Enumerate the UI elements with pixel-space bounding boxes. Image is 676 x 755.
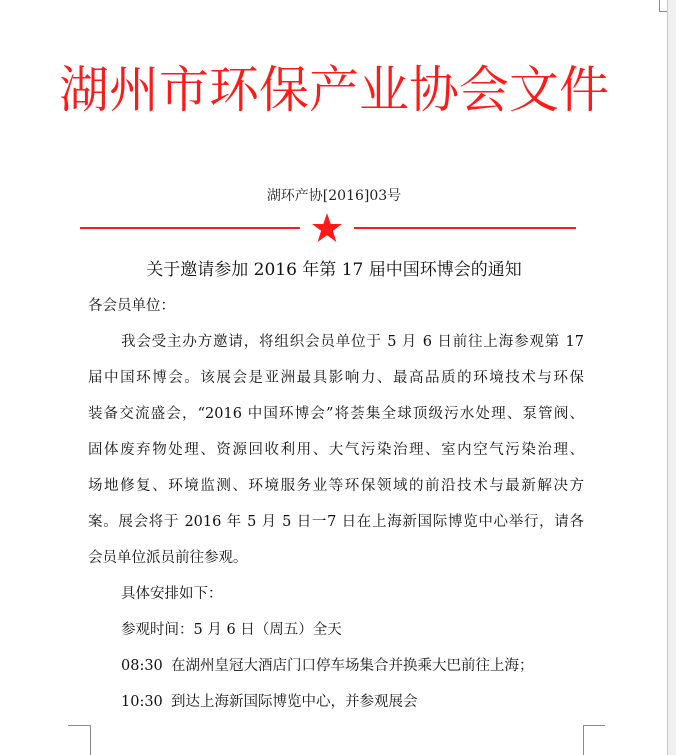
body-line: 场地修复、环境监测、环境服务业等环保领域的前沿技术与最新解决方 [88,478,584,494]
body-line: 我会受主办方邀请，将组织会员单位于 5 月 6 日前往上海参观第 17 [121,334,584,350]
crop-mark-bottom-right-v [583,725,584,755]
red-divider-left [80,227,300,229]
schedule-time: 10:30 [121,694,163,710]
document-number: 湖环产协[2016]03号 [266,188,402,204]
visit-time: 参观时间：5 月 6 日（周五）全天 [121,622,342,638]
salutation: 各会员单位： [88,298,175,314]
schedule-row [121,692,418,712]
body-line: 届中国环博会。该展会是亚洲最具影响力、最高品质的环境技术与环保 [88,370,584,386]
arrangement-intro: 具体安排如下： [121,586,223,602]
notice-title: 关于邀请参加 2016 年第 17 届中国环博会的通知 [146,260,522,280]
crop-mark-bottom-right-h [583,725,605,726]
red-star-icon [311,212,343,244]
red-divider-right [354,227,576,229]
body-line: 装备交流盛会，“2016 中国环博会”将荟集全球顶级污水处理、泵管阀、 [88,406,584,422]
crop-mark-bottom-left-h [68,725,90,726]
workspace-background [668,0,676,755]
crop-mark-top-right-v [659,0,660,11]
body-line: 案。展会将于 2016 年 5 月 5 日一7 日在上海新国际博览中心举行，请各 [88,514,584,530]
schedule-time: 08:30 [121,658,163,674]
body-line: 固体废弃物处理、资源回收利用、大气污染治理、室内空气污染治理、 [88,442,584,458]
schedule-text: 到达上海新国际博览中心，并参观展会 [171,694,418,710]
org-header-title: 湖州市环保产业协会文件 [59,61,609,119]
schedule-text: 在湖州皇冠大酒店门口停车场集合并换乘大巴前往上海； [171,658,534,674]
schedule-row [121,656,534,676]
body-line: 会员单位派员前往参观。 [88,550,248,566]
crop-mark-bottom-left-v [90,725,91,755]
